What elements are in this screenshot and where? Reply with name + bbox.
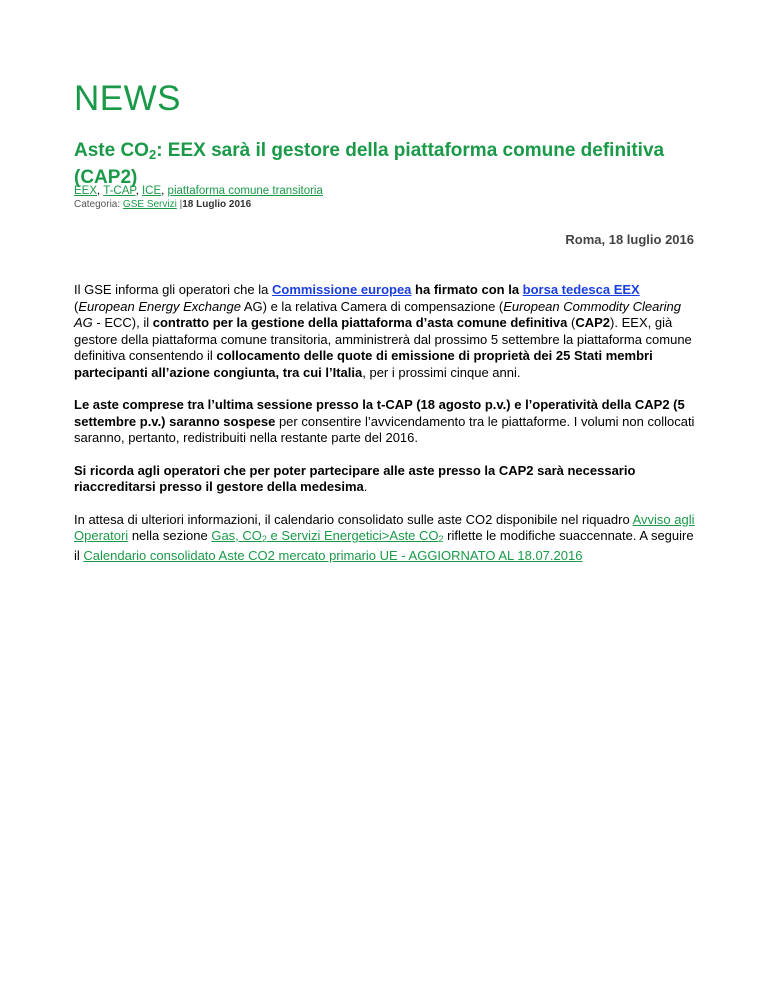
italic-text: European Energy Exchange — [78, 298, 241, 314]
link-avviso-operatori[interactable]: Avviso agli Operatori — [74, 511, 695, 543]
link-text: Gas, CO — [211, 528, 262, 543]
tag-list: EEX, T-CAP, ICE, piattaforma comune transitoria — [74, 185, 323, 197]
bold-text: CAP2 — [575, 315, 611, 330]
text: per consentire l’avvicendamento tra le piattaforme. I volumi non collocati saranno, pertanto, redistribuiti nella restante parte del 2016. — [74, 413, 695, 445]
text: . — [363, 479, 368, 494]
section-heading: NEWS — [74, 79, 181, 118]
bold-text: collocamento delle quote di emissione di proprietà dei 25 Stati membri partecipanti all’azione congiunta, tra cui l’Italia — [74, 348, 653, 380]
tag-link-ice[interactable]: ICE — [141, 185, 162, 197]
text: ). EEX, già gestore della piattaforma comune transitoria, amministrerà dal prossimo 5 settembre la piattaforma comune definitiva consentendo il — [74, 315, 692, 363]
bold-text: contratto per la gestione della piattaforma d’asta comune definitiva — [152, 315, 568, 330]
link-text: e Servizi Energetici>Aste CO — [266, 528, 439, 543]
link-commissione-europea[interactable]: Commissione europea — [271, 282, 412, 297]
text: - ECC), il — [92, 315, 153, 330]
text: AG) e la relativa Camera di compensazione ( — [240, 298, 504, 314]
tag-link-eex[interactable]: EEX — [74, 185, 98, 197]
text: Il GSE informa gli operatori che la — [74, 282, 272, 297]
italic-text: European Commodity Clearing AG — [74, 298, 682, 330]
text: ( — [74, 298, 79, 314]
title-part: Aste CO — [74, 140, 149, 161]
title-part: : EEX sarà il gestore della piattaforma comune definitiva (CAP2) — [74, 140, 665, 188]
text: In attesa di ulteriori informazioni, il calendario consolidato sulle aste CO2 disponibile nel riquadro — [74, 511, 633, 527]
subscript: 2 — [261, 534, 267, 544]
bold-text: ha firmato con la — [411, 282, 523, 297]
text: ( — [567, 315, 576, 330]
article-date: 18 Luglio 2016 — [182, 199, 252, 210]
article-body — [74, 282, 700, 580]
text: , per i prossimi cinque anni. — [362, 364, 521, 380]
link-gas-co2-servizi[interactable] — [211, 528, 443, 543]
text: nella sezione — [128, 528, 212, 543]
paragraph — [74, 463, 700, 496]
category-link[interactable]: GSE Servizi — [122, 199, 177, 210]
text: riflette le modifiche suaccennate. A seguire il — [74, 528, 694, 563]
dateline: Roma, 18 luglio 2016 — [565, 232, 694, 247]
paragraph — [74, 397, 700, 447]
tag-link-t-cap[interactable]: T-CAP — [103, 185, 136, 197]
paragraph — [74, 282, 700, 381]
meta-separator: | — [179, 199, 183, 210]
category-label: Categoria: — [74, 199, 121, 210]
article-title — [74, 139, 714, 189]
subscript: 2 — [438, 534, 444, 544]
paragraph — [74, 512, 700, 565]
link-calendario-consolidato[interactable]: Calendario consolidato Aste CO2 mercato primario UE - AGGIORNATO AL 18.07.2016 — [83, 547, 583, 563]
link-borsa-tedesca-eex[interactable]: borsa tedesca EEX — [522, 282, 640, 297]
bold-text: Le aste comprese tra l’ultima sessione presso la t-CAP (18 agosto p.v.) e l’operatività della CAP2 (5 settembre p.v.) saranno sospese — [74, 397, 685, 429]
tag-link-piattaforma[interactable]: piattaforma comune transitoria — [167, 185, 323, 197]
article-meta — [74, 198, 251, 211]
title-subscript: 2 — [148, 147, 157, 162]
bold-text: Si ricorda agli operatori che per poter partecipare alle aste presso la CAP2 sarà necessario riaccreditarsi presso il gestore della medesima — [74, 462, 636, 494]
